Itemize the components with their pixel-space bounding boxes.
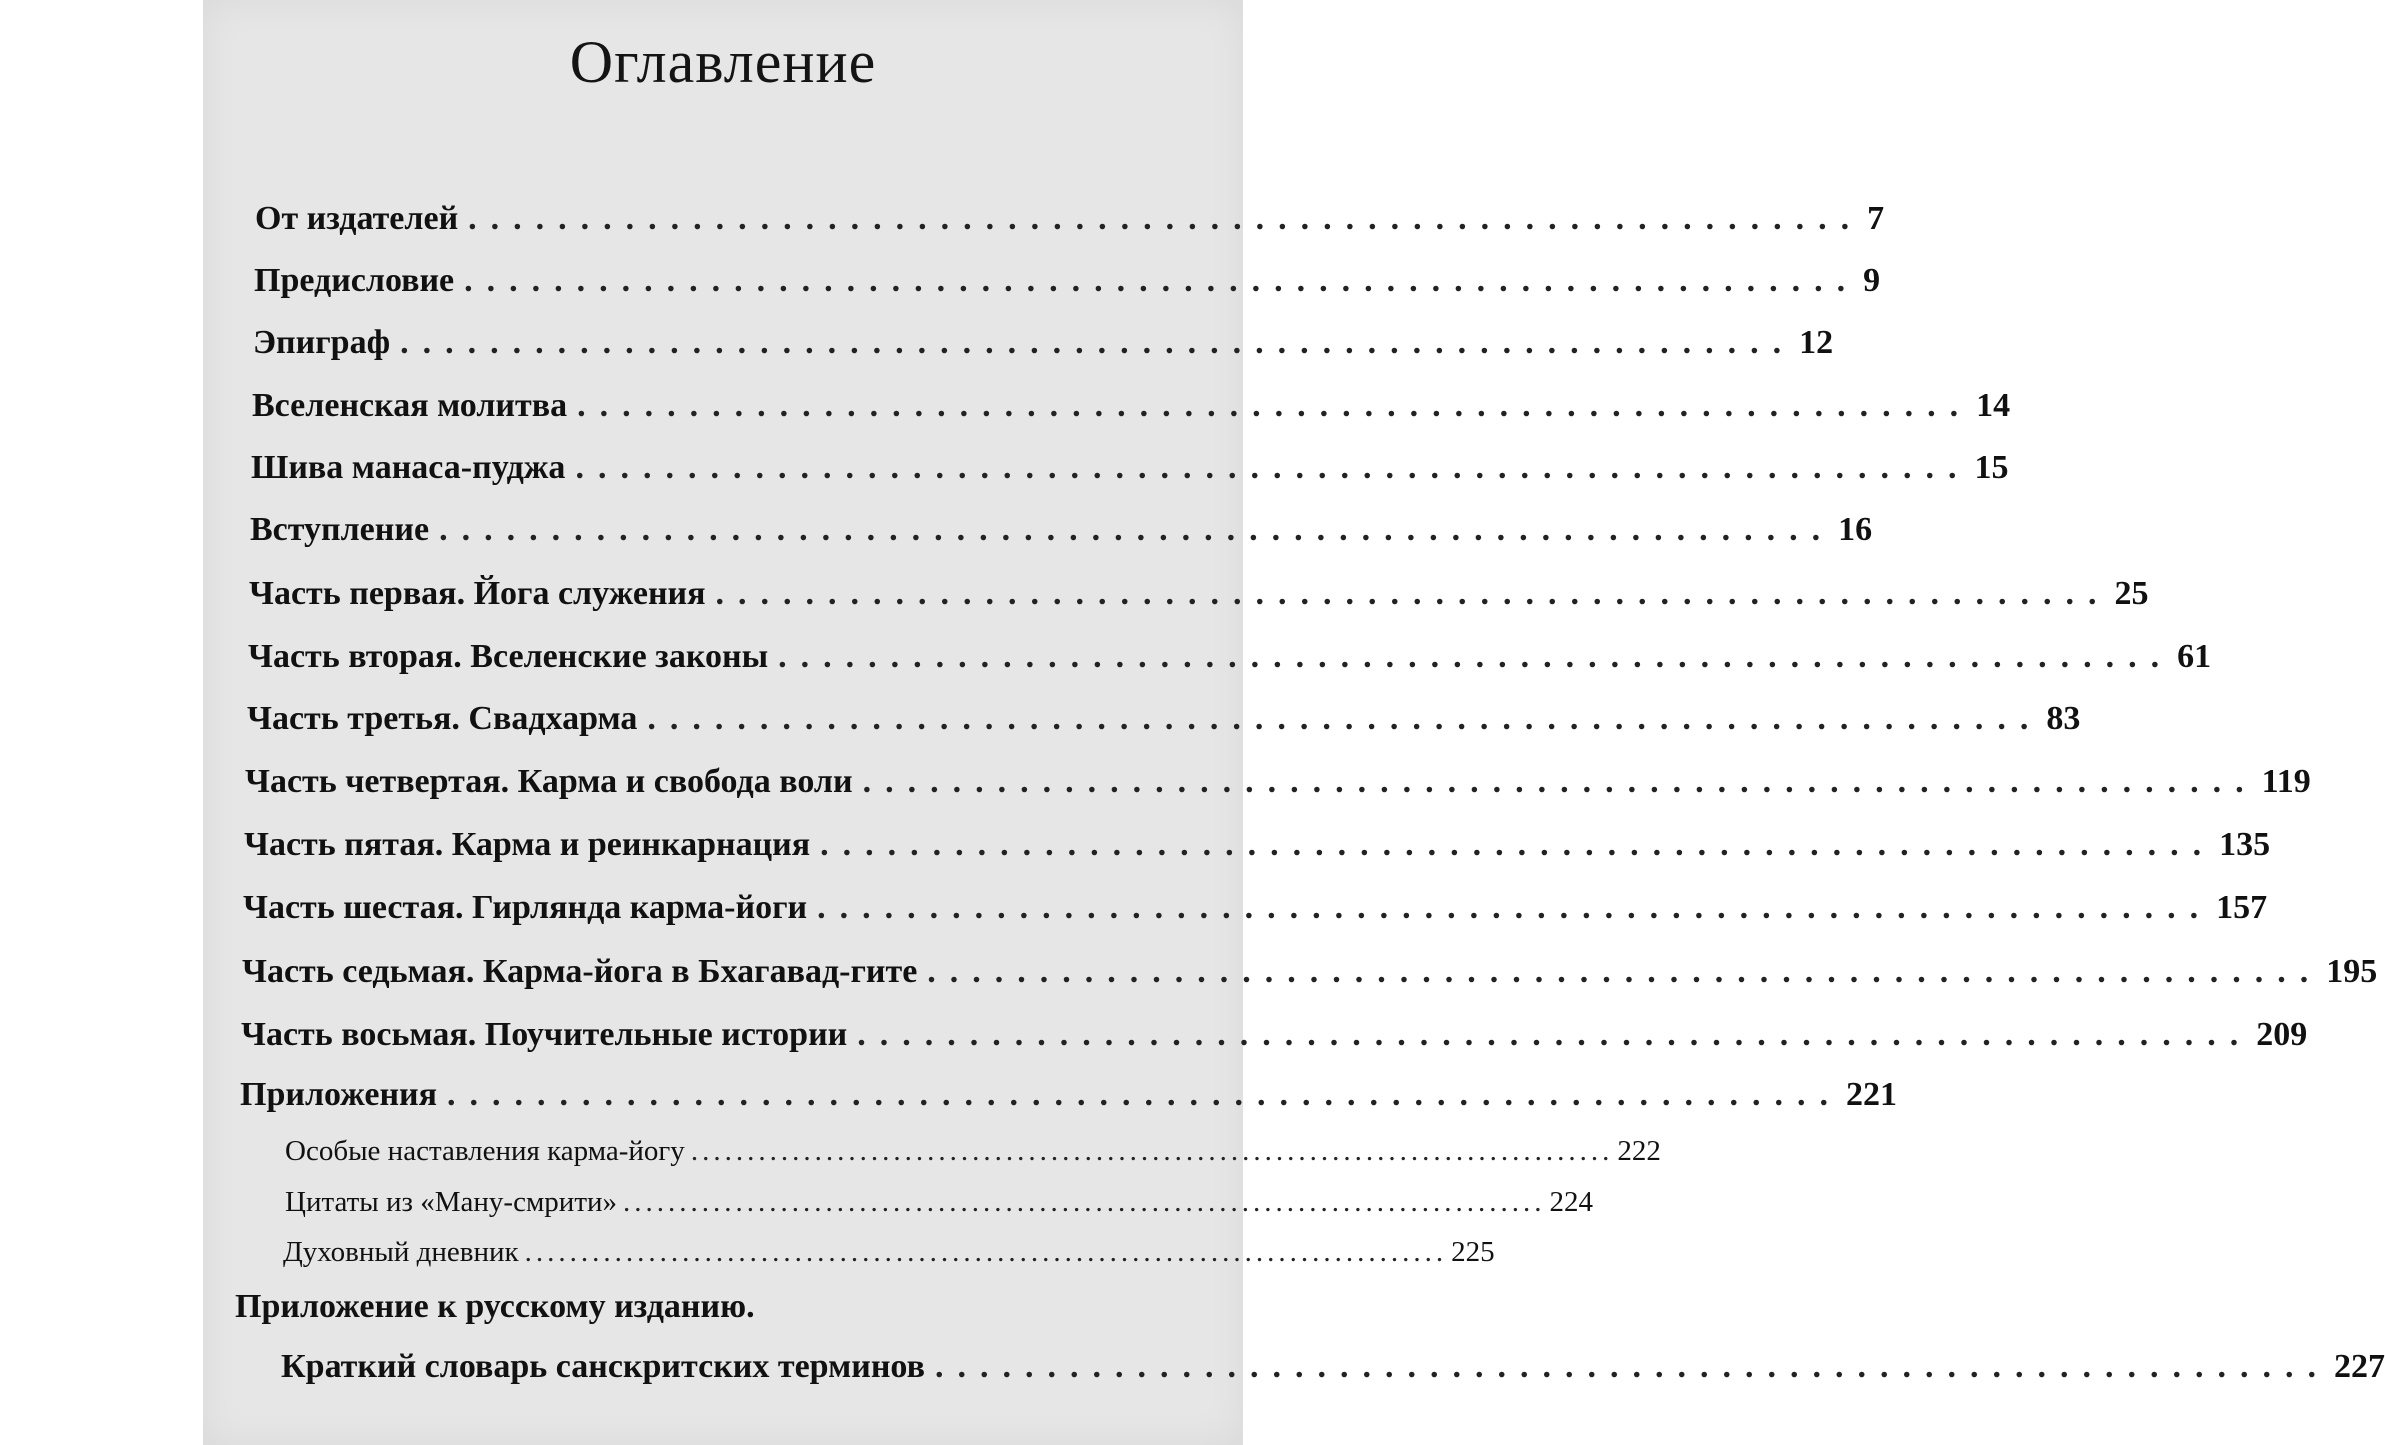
toc-entry <box>244 826 2271 864</box>
toc-entry-label: Часть вторая. Вселенские законы <box>248 638 769 675</box>
toc-entry <box>253 324 1834 362</box>
toc-entry-label: Часть седьмая. Карма-йога в Бхагавад-гите <box>242 953 918 990</box>
toc-entry-page: 195 <box>2326 953 2378 990</box>
toc-entry <box>254 262 1881 300</box>
leader-dots: .............................................................. <box>464 262 1860 299</box>
leader-dots: .............................................................. <box>577 387 1973 424</box>
leader-dots: .................................................................................. <box>524 1236 1448 1268</box>
toc-entry-label: Вступление <box>250 511 430 548</box>
toc-entry <box>249 575 2149 613</box>
toc-entry-label: Краткий словарь санскритских терминов <box>281 1348 925 1385</box>
leader-dots: .............................................................. <box>715 575 2111 612</box>
toc-entry <box>250 511 1873 549</box>
leader-dots: .............................................................. <box>934 1348 2330 1385</box>
leader-dots: .............................................................. <box>575 449 1971 486</box>
leader-dots: .............................................................. <box>927 953 2323 990</box>
toc-entry-page: 15 <box>1974 449 2009 486</box>
toc-entry <box>247 700 2081 738</box>
toc-entry-label: Часть пятая. Карма и реинкарнация <box>244 826 811 863</box>
leader-dots: .............................................................. <box>862 763 2258 800</box>
leader-dots: .............................................................. <box>447 1076 1843 1113</box>
toc-entry-label: Шива манаса-пуджа <box>251 449 566 486</box>
toc-entry-label: Часть третья. Свадхарма <box>247 700 638 737</box>
page-title: Оглавление <box>569 29 877 95</box>
leader-dots: .............................................................. <box>817 889 2213 926</box>
toc-entry <box>255 200 1885 238</box>
toc-entry-page: 227 <box>2333 1348 2385 1385</box>
leader-dots: .................................................................................. <box>690 1135 1614 1167</box>
appendix-item-page: 224 <box>1549 1186 1594 1218</box>
toc-entry-page: 135 <box>2219 826 2271 863</box>
toc-entry-label: Эпиграф <box>253 324 391 361</box>
leader-dots: .............................................................. <box>857 1016 2253 1053</box>
toc-entry-page: 25 <box>2114 575 2149 612</box>
leader-dots: .............................................................. <box>439 511 1835 548</box>
toc-entry-page: 157 <box>2216 889 2268 926</box>
toc-entry-label: Часть восьмая. Поучительные истории <box>241 1016 848 1053</box>
appendix-item <box>285 1135 1661 1168</box>
appendix-item <box>283 1236 1495 1269</box>
leader-dots: .............................................................. <box>400 324 1796 361</box>
leader-dots: .................................................................................. <box>623 1186 1546 1218</box>
toc-entry <box>241 1016 2308 1054</box>
toc-entry <box>243 889 2268 927</box>
leader-dots: .............................................................. <box>820 826 2216 863</box>
toc-entry-label: От издателей <box>255 200 459 237</box>
leader-dots: .............................................................. <box>647 700 2043 737</box>
toc-entry-label: Часть первая. Йога служения <box>249 575 706 612</box>
appendix-item <box>285 1186 1594 1219</box>
toc-entry-label: Часть шестая. Гирлянда карма-йоги <box>243 889 808 926</box>
appendix-item-label: Цитаты из «Ману-смрити» <box>285 1186 618 1218</box>
toc-entry <box>245 763 2311 801</box>
toc-entry-page: 12 <box>1799 324 1834 361</box>
toc-entry-page: 119 <box>2261 763 2311 800</box>
toc-entry-label: Часть четвертая. Карма и свобода воли <box>245 763 853 800</box>
toc-entry-page: 16 <box>1838 511 1873 548</box>
toc-entry-page: 61 <box>2177 638 2212 675</box>
toc-entry-label: Предисловие <box>254 262 455 299</box>
toc-entry <box>252 387 2011 425</box>
toc-entry-page: 83 <box>2046 700 2081 737</box>
appendix-item-page: 225 <box>1451 1236 1495 1268</box>
leader-dots: .............................................................. <box>468 200 1864 237</box>
leader-dots: .............................................................. <box>778 638 2174 675</box>
toc-entry <box>240 1076 1898 1114</box>
appendix-item-label: Духовный дневник <box>283 1236 519 1268</box>
toc-entry <box>281 1348 2385 1386</box>
toc-entry-label: Вселенская молитва <box>252 387 568 424</box>
toc-entry <box>251 449 2009 487</box>
toc-entry-page: 14 <box>1976 387 2011 424</box>
toc-entry-page: 7 <box>1867 200 1885 237</box>
russian-appendix-heading: Приложение к русскому изданию. <box>235 1288 755 1325</box>
book-page <box>203 0 2385 1445</box>
toc-entry-page: 9 <box>1863 262 1881 299</box>
toc-entry-page: 221 <box>1846 1076 1898 1113</box>
toc-entry <box>242 953 2378 991</box>
toc-entry-page: 209 <box>2256 1016 2308 1053</box>
toc-entry-label: Приложения <box>240 1076 438 1113</box>
appendix-item-label: Особые наставления карма-йогу <box>285 1135 685 1167</box>
appendix-item-page: 222 <box>1617 1135 1661 1167</box>
toc-entry <box>248 638 2212 676</box>
